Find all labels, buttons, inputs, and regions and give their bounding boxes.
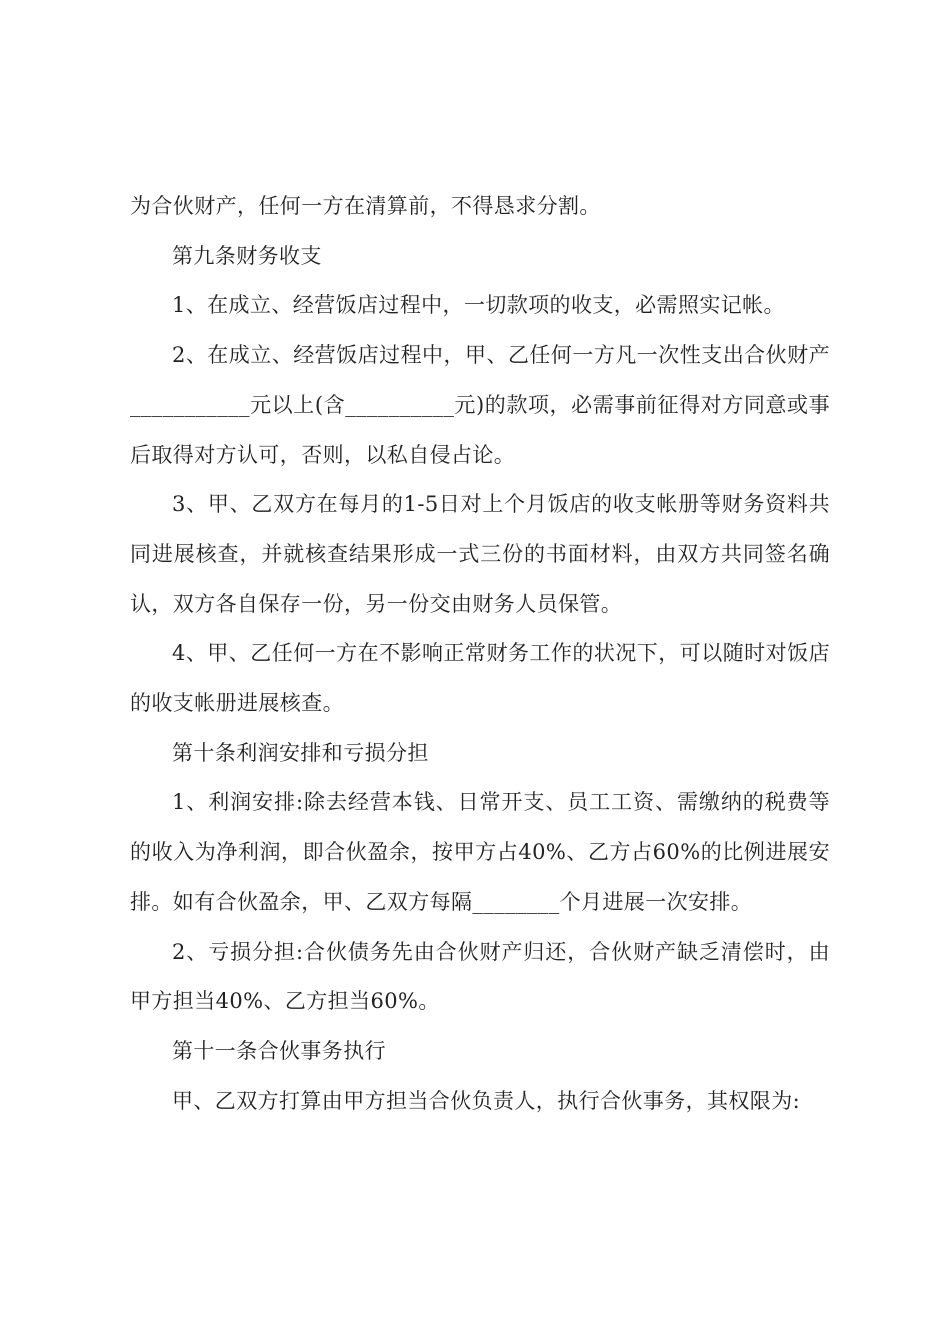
heading-article-9-finance: 第九条财务收支	[172, 243, 322, 268]
paragraph-article-10-item-1: 1、利润安排:除去经营本钱、日常开支、员工工资、需缴纳的税费等的收入为净利润，即合伙盈余，按甲方占40%、乙方占60%的比例进展安排。如有合伙盈余，甲、乙双方每隔________个月进展一次安排。	[130, 790, 830, 914]
paragraph-article-11-intro: 甲、乙双方打算由甲方担当合伙负责人，执行合伙事务，其权限为:	[172, 1088, 801, 1113]
document-body	[130, 182, 830, 1126]
heading-article-10-profit-loss: 第十条利润安排和亏损分担	[172, 740, 429, 765]
paragraph-partnership-property-end: 为合伙财产，任何一方在清算前，不得恳求分割。	[130, 194, 601, 218]
paragraph-article-9-item-3: 3、甲、乙双方在每月的1-5日对上个月饭店的收支帐册等财务资料共同进展核查，并就核查结果形成一式三份的书面材料，由双方共同签名确认，双方各自保存一份，另一份交由财务人员保管。	[130, 492, 830, 616]
paragraph-article-9-item-2: 2、在成立、经营饭店过程中，甲、乙任何一方凡一次性支出合伙财产___________元以上(含__________元)的款项，必需事前征得对方同意或事后取得对方认可，否则，以私自侵占论。	[130, 343, 830, 467]
paragraph-article-10-item-2: 2、亏损分担:合伙债务先由合伙财产归还，合伙财产缺乏清偿时，由甲方担当40%、乙方担当60%。	[130, 939, 830, 1014]
paragraph-article-9-item-1: 1、在成立、经营饭店过程中，一切款项的收支，必需照实记帐。	[172, 293, 785, 318]
paragraph-article-9-item-4: 4、甲、乙任何一方在不影响正常财务工作的状况下，可以随时对饭店的收支帐册进展核查。	[130, 641, 830, 716]
heading-article-11-affairs: 第十一条合伙事务执行	[172, 1038, 386, 1063]
